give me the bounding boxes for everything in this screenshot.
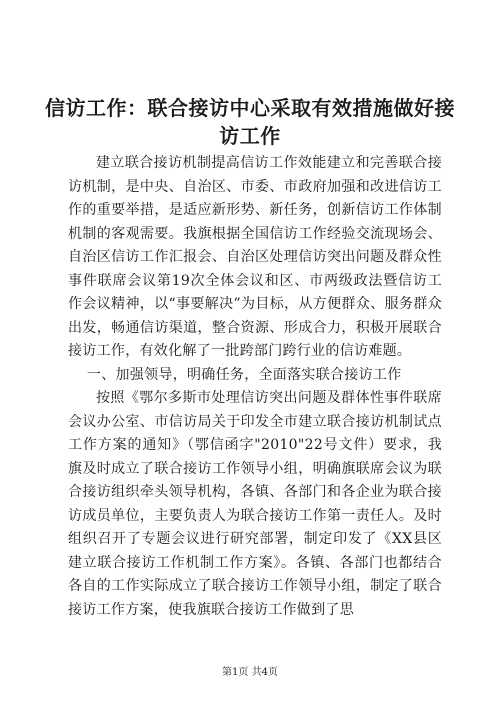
page-number-footer: 第1页 共4页 [222,667,278,678]
document-body [68,152,442,622]
section-heading-1: 一、加强领导，明确任务，全面落实联合接访工作 [86,366,402,383]
body-paragraph-intro: 建立联合接访机制提高信访工作效能建立和完善联合接访机制，是中央、自治区、市委、市政府加强和改进信访工作的重要举措，是适应新形势、新任务，创新信访工作体制机制的客观需要。我旗根据全国信访工作经验交流现场会、自治区信访工作汇报会、自治区处理信访突出问题及群众性事件联席会议第19次全体会议和区、市两级政法暨信访工作会议精神，以“事要解决”为目标，从方便群众、服务群众出发，畅通信访渠道，整合资源、形成合力，积极开展联合接访工作，有效化解了一批跨部门跨行业的信访难题。 [68,155,442,359]
document-title: 信访工作：联合接访中心采取有效措施做好接访工作 [45,96,455,148]
body-paragraph-section-1: 按照《鄂尔多斯市处理信访突出问题及群体性事件联席会议办公室、市信访局关于印发全市建立联合接访机制试点工作方案的通知》（鄂信函字"2010"22号文件）要求，我旗及时成立了联合接访工作领导小组，明确旗联席会议为联合接访组织牵头领导机构，各镇、各部门和各企业为联合接访成员单位，主要负责人为联合接访工作第一责任人。及时组织召开了专题会议进行研究部署，制定印发了《XX县区建立联合接访工作机制工作方案》。各镇、各部门也都结合各自的工作实际成立了联合接访工作领导小组，制定了联合接访工作方案，使我旗联合接访工作做到了思 [68,390,442,618]
